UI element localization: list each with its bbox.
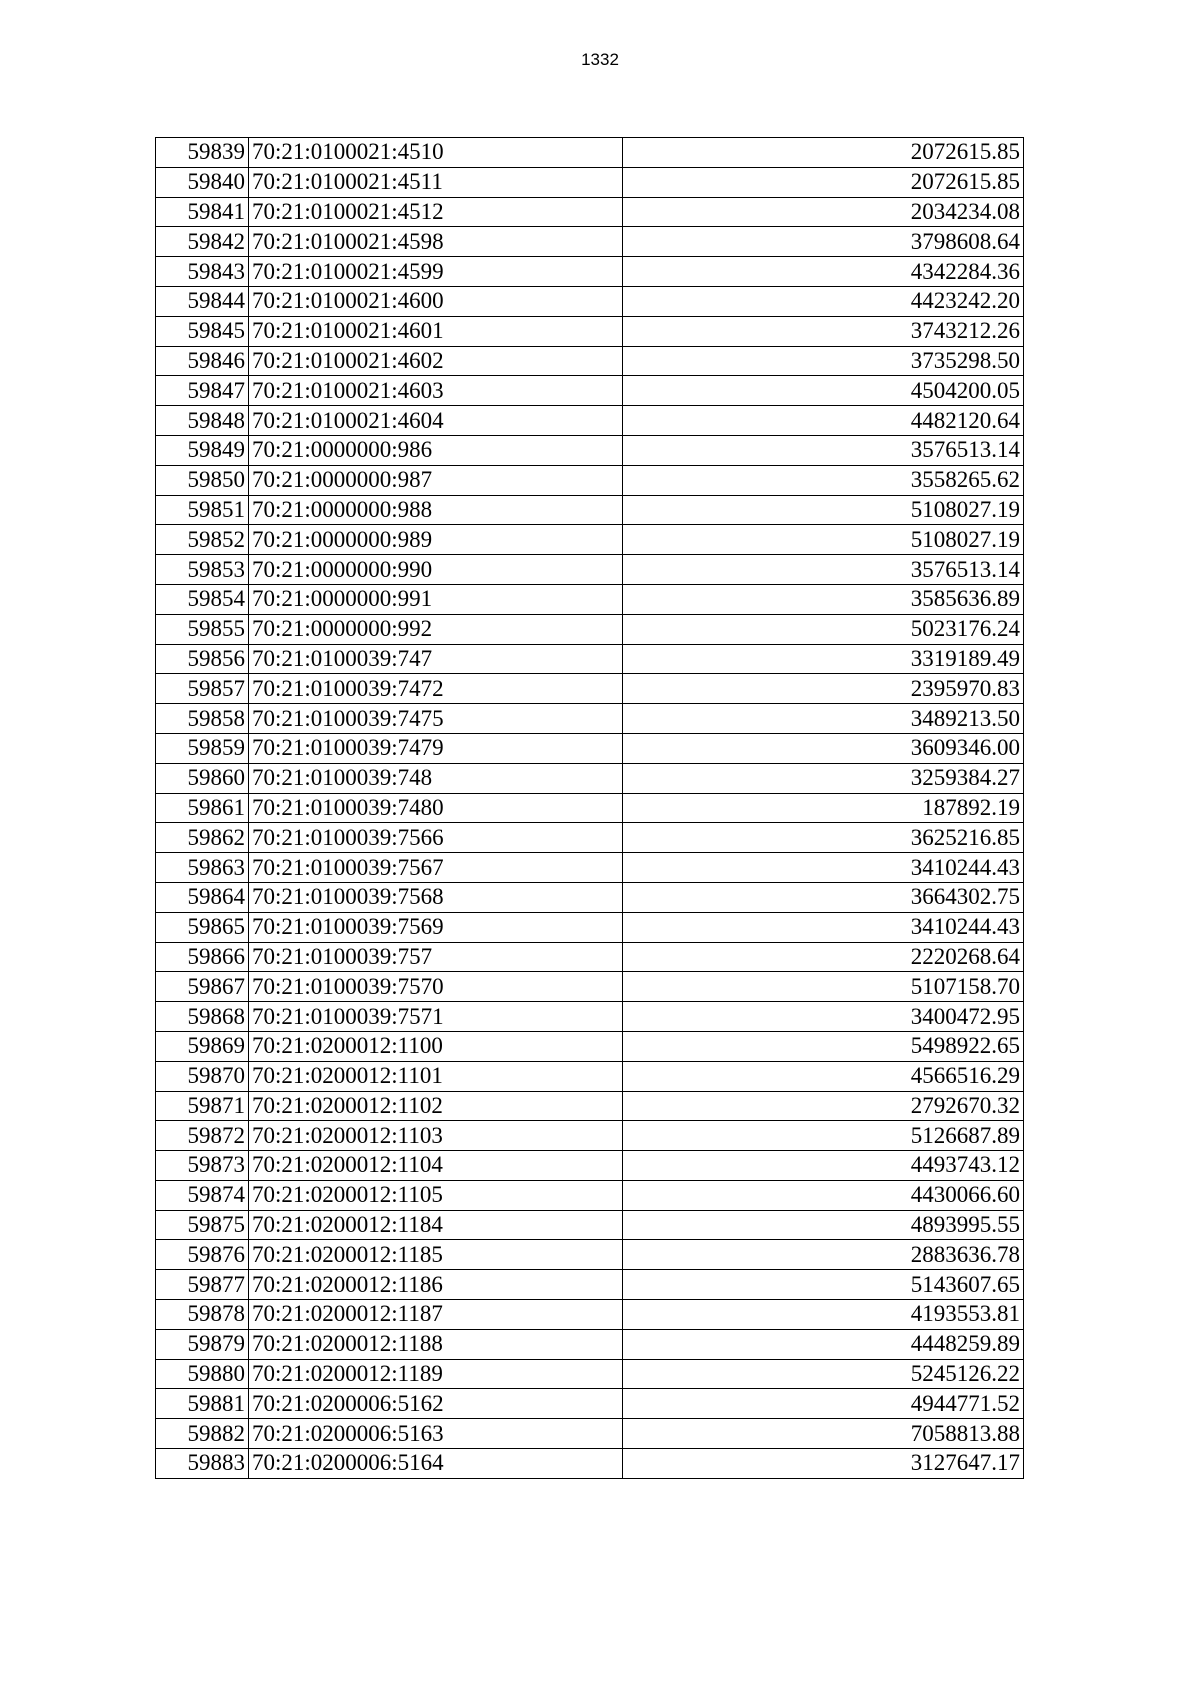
row-number-cell: 59881 [156,1389,249,1419]
value-cell: 5023176.24 [623,614,1024,644]
cadastral-number-cell: 70:21:0100039:7472 [249,674,623,704]
value-cell: 3798608.64 [623,227,1024,257]
value-cell: 4430066.60 [623,1180,1024,1210]
table-row [156,167,1024,197]
cadastral-number-cell: 70:21:0100021:4601 [249,316,623,346]
cadastral-number-cell: 70:21:0200012:1186 [249,1270,623,1300]
cadastral-number-cell: 70:21:0100021:4511 [249,167,623,197]
table-row [156,1121,1024,1151]
row-number-cell: 59867 [156,972,249,1002]
table-row [156,674,1024,704]
row-number-cell: 59845 [156,316,249,346]
value-cell: 4493743.12 [623,1151,1024,1181]
row-number-cell: 59854 [156,584,249,614]
cadastral-number-cell: 70:21:0000000:991 [249,584,623,614]
cadastral-number-cell: 70:21:0200012:1187 [249,1300,623,1330]
value-cell: 4504200.05 [623,376,1024,406]
table-row [156,495,1024,525]
row-number-cell: 59857 [156,674,249,704]
table-row [156,882,1024,912]
row-number-cell: 59865 [156,912,249,942]
value-cell: 3576513.14 [623,555,1024,585]
table-row [156,763,1024,793]
row-number-cell: 59878 [156,1300,249,1330]
row-number-cell: 59856 [156,644,249,674]
row-number-cell: 59868 [156,1002,249,1032]
value-cell: 3609346.00 [623,733,1024,763]
row-number-cell: 59880 [156,1359,249,1389]
row-number-cell: 59844 [156,286,249,316]
row-number-cell: 59874 [156,1180,249,1210]
table-row [156,912,1024,942]
row-number-cell: 59863 [156,853,249,883]
cadastral-number-cell: 70:21:0100039:7567 [249,853,623,883]
table-row [156,257,1024,287]
table-row [156,138,1024,168]
cadastral-number-cell: 70:21:0200006:5164 [249,1449,623,1479]
row-number-cell: 59869 [156,1031,249,1061]
value-cell: 2883636.78 [623,1240,1024,1270]
value-cell: 5126687.89 [623,1121,1024,1151]
table-row [156,1300,1024,1330]
value-cell: 2395970.83 [623,674,1024,704]
value-cell: 2220268.64 [623,942,1024,972]
row-number-cell: 59855 [156,614,249,644]
table-row [156,793,1024,823]
table-row [156,614,1024,644]
value-cell: 4193553.81 [623,1300,1024,1330]
value-cell: 3259384.27 [623,763,1024,793]
cadastral-number-cell: 70:21:0100021:4602 [249,346,623,376]
value-cell: 2072615.85 [623,167,1024,197]
row-number-cell: 59847 [156,376,249,406]
table-row [156,823,1024,853]
row-number-cell: 59839 [156,138,249,168]
cadastral-number-cell: 70:21:0200012:1185 [249,1240,623,1270]
table-row [156,1210,1024,1240]
value-cell: 4423242.20 [623,286,1024,316]
table-row [156,733,1024,763]
table-row [156,197,1024,227]
value-cell: 4893995.55 [623,1210,1024,1240]
row-number-cell: 59849 [156,435,249,465]
value-cell: 3735298.50 [623,346,1024,376]
table-row [156,1031,1024,1061]
value-cell: 5108027.19 [623,525,1024,555]
value-cell: 2072615.85 [623,138,1024,168]
table-row [156,1151,1024,1181]
table-row [156,1061,1024,1091]
value-cell: 5245126.22 [623,1359,1024,1389]
table-row [156,227,1024,257]
row-number-cell: 59879 [156,1329,249,1359]
table-row [156,644,1024,674]
value-cell: 3664302.75 [623,882,1024,912]
cadastral-number-cell: 70:21:0100021:4598 [249,227,623,257]
table-row [156,1091,1024,1121]
row-number-cell: 59851 [156,495,249,525]
table-row [156,525,1024,555]
table-row [156,1389,1024,1419]
table-row [156,1329,1024,1359]
value-cell: 4448259.89 [623,1329,1024,1359]
value-cell: 3625216.85 [623,823,1024,853]
cadastral-number-cell: 70:21:0200012:1102 [249,1091,623,1121]
cadastral-number-cell: 70:21:0000000:986 [249,435,623,465]
cadastral-number-cell: 70:21:0100039:747 [249,644,623,674]
cadastral-number-cell: 70:21:0200012:1100 [249,1031,623,1061]
row-number-cell: 59860 [156,763,249,793]
cadastral-value-table [155,137,1024,1479]
row-number-cell: 59864 [156,882,249,912]
row-number-cell: 59846 [156,346,249,376]
table-row [156,853,1024,883]
value-cell: 3319189.49 [623,644,1024,674]
row-number-cell: 59883 [156,1449,249,1479]
table-body [156,138,1024,1479]
cadastral-number-cell: 70:21:0100039:757 [249,942,623,972]
cadastral-number-cell: 70:21:0200012:1184 [249,1210,623,1240]
table-row [156,1449,1024,1479]
cadastral-number-cell: 70:21:0000000:988 [249,495,623,525]
value-cell: 4944771.52 [623,1389,1024,1419]
cadastral-number-cell: 70:21:0100021:4599 [249,257,623,287]
cadastral-number-cell: 70:21:0100039:7571 [249,1002,623,1032]
row-number-cell: 59872 [156,1121,249,1151]
cadastral-number-cell: 70:21:0100039:7475 [249,704,623,734]
table-row [156,972,1024,1002]
row-number-cell: 59873 [156,1151,249,1181]
value-cell: 3558265.62 [623,465,1024,495]
value-cell: 3743212.26 [623,316,1024,346]
cadastral-number-cell: 70:21:0100039:7569 [249,912,623,942]
table-row [156,1180,1024,1210]
cadastral-number-cell: 70:21:0200012:1104 [249,1151,623,1181]
value-cell: 7058813.88 [623,1419,1024,1449]
page-number: 1332 [581,50,619,69]
cadastral-number-cell: 70:21:0100039:7480 [249,793,623,823]
table-row [156,942,1024,972]
table-row [156,286,1024,316]
value-cell: 3576513.14 [623,435,1024,465]
table-row [156,406,1024,436]
row-number-cell: 59852 [156,525,249,555]
cadastral-number-cell: 70:21:0100039:7568 [249,882,623,912]
row-number-cell: 59842 [156,227,249,257]
table-row [156,1270,1024,1300]
cadastral-number-cell: 70:21:0200012:1103 [249,1121,623,1151]
cadastral-number-cell: 70:21:0100039:7570 [249,972,623,1002]
table-row [156,316,1024,346]
cadastral-number-cell: 70:21:0200012:1189 [249,1359,623,1389]
row-number-cell: 59882 [156,1419,249,1449]
row-number-cell: 59843 [156,257,249,287]
value-cell: 187892.19 [623,793,1024,823]
cadastral-number-cell: 70:21:0200006:5163 [249,1419,623,1449]
row-number-cell: 59862 [156,823,249,853]
row-number-cell: 59853 [156,555,249,585]
cadastral-number-cell: 70:21:0000000:987 [249,465,623,495]
cadastral-number-cell: 70:21:0200012:1188 [249,1329,623,1359]
table-row [156,584,1024,614]
cadastral-number-cell: 70:21:0100021:4604 [249,406,623,436]
row-number-cell: 59861 [156,793,249,823]
row-number-cell: 59840 [156,167,249,197]
cadastral-number-cell: 70:21:0100021:4600 [249,286,623,316]
table-row [156,1240,1024,1270]
cadastral-number-cell: 70:21:0200012:1105 [249,1180,623,1210]
value-cell: 4342284.36 [623,257,1024,287]
value-cell: 5143607.65 [623,1270,1024,1300]
cadastral-number-cell: 70:21:0000000:990 [249,555,623,585]
cadastral-number-cell: 70:21:0200006:5162 [249,1389,623,1419]
row-number-cell: 59841 [156,197,249,227]
cadastral-number-cell: 70:21:0100021:4510 [249,138,623,168]
cadastral-number-cell: 70:21:0100039:748 [249,763,623,793]
value-cell: 4566516.29 [623,1061,1024,1091]
cadastral-number-cell: 70:21:0100021:4603 [249,376,623,406]
value-cell: 4482120.64 [623,406,1024,436]
row-number-cell: 59876 [156,1240,249,1270]
cadastral-number-cell: 70:21:0100039:7566 [249,823,623,853]
table-row [156,1002,1024,1032]
row-number-cell: 59848 [156,406,249,436]
value-cell: 3410244.43 [623,853,1024,883]
value-cell: 2792670.32 [623,1091,1024,1121]
table-row [156,1359,1024,1389]
value-cell: 3400472.95 [623,1002,1024,1032]
cadastral-number-cell: 70:21:0100021:4512 [249,197,623,227]
row-number-cell: 59871 [156,1091,249,1121]
value-cell: 3410244.43 [623,912,1024,942]
table-row [156,376,1024,406]
row-number-cell: 59858 [156,704,249,734]
table-row [156,435,1024,465]
row-number-cell: 59859 [156,733,249,763]
table-row [156,1419,1024,1449]
value-cell: 3127647.17 [623,1449,1024,1479]
value-cell: 5108027.19 [623,495,1024,525]
table-row [156,704,1024,734]
table-row [156,346,1024,376]
value-cell: 2034234.08 [623,197,1024,227]
row-number-cell: 59875 [156,1210,249,1240]
row-number-cell: 59850 [156,465,249,495]
cadastral-number-cell: 70:21:0000000:992 [249,614,623,644]
table-row [156,555,1024,585]
cadastral-number-cell: 70:21:0200012:1101 [249,1061,623,1091]
row-number-cell: 59877 [156,1270,249,1300]
cadastral-number-cell: 70:21:0100039:7479 [249,733,623,763]
row-number-cell: 59870 [156,1061,249,1091]
value-cell: 5107158.70 [623,972,1024,1002]
row-number-cell: 59866 [156,942,249,972]
value-cell: 3585636.89 [623,584,1024,614]
table-row [156,465,1024,495]
value-cell: 3489213.50 [623,704,1024,734]
cadastral-number-cell: 70:21:0000000:989 [249,525,623,555]
value-cell: 5498922.65 [623,1031,1024,1061]
